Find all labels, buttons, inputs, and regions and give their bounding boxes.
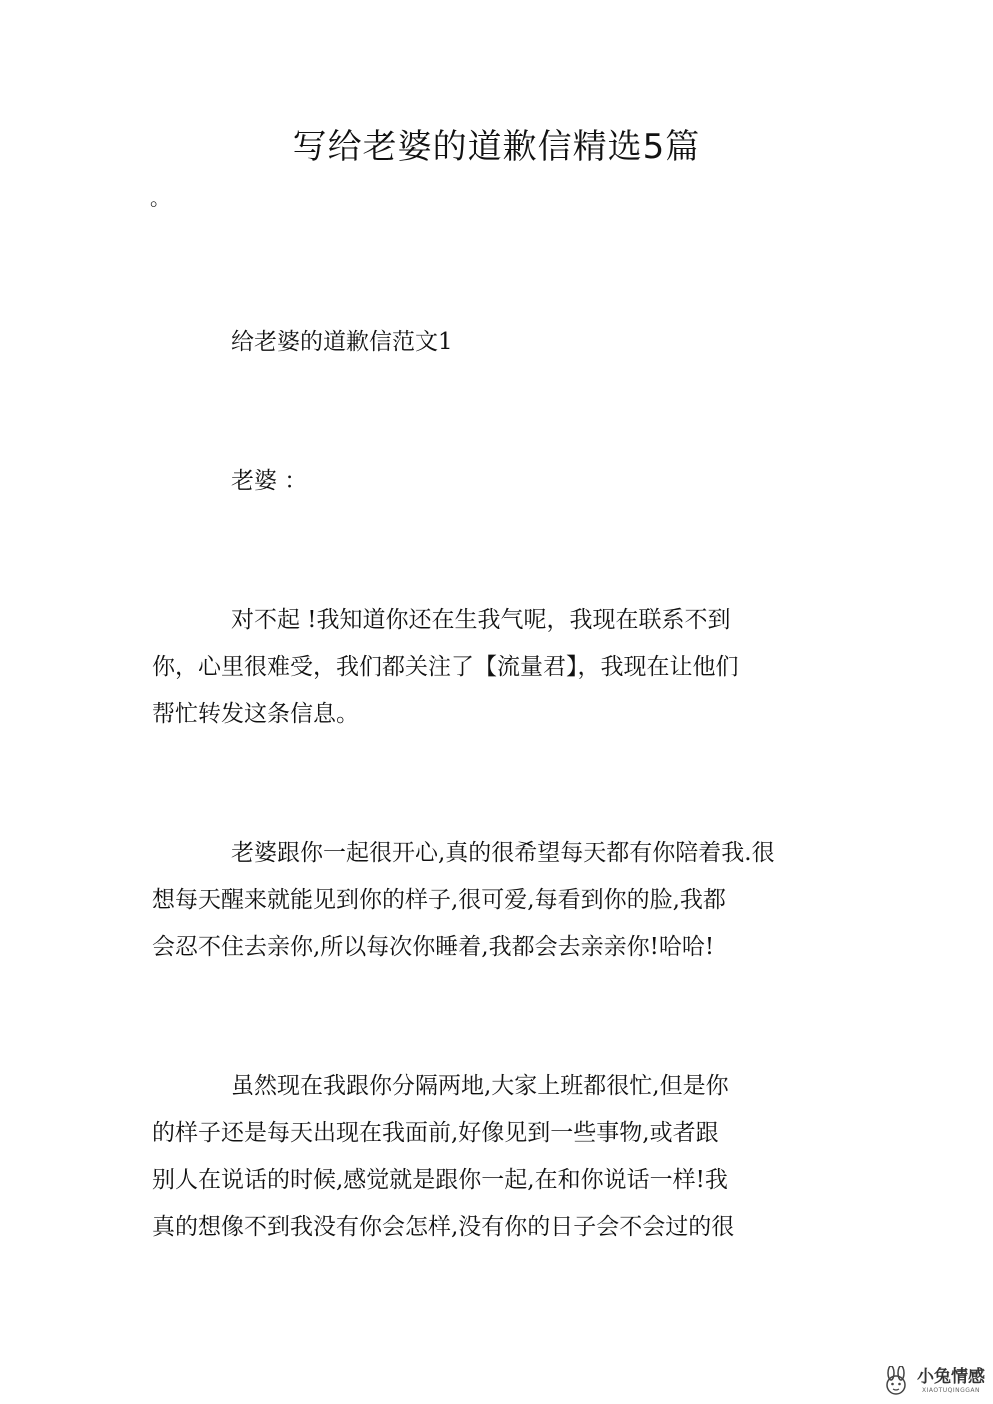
rabbit-logo-icon (881, 1366, 911, 1396)
paragraph-line: 会忍不住去亲你,所以每次你睡着,我都会去亲亲你!哈哈! (152, 934, 715, 960)
salutation: 老婆 ： (231, 468, 308, 494)
paragraph-line: 别人在说话的时候,感觉就是跟你一起,在和你说话一样!我 (152, 1167, 728, 1193)
paragraph-line: 对不起 !我知道你还在生我气呢，我现在联系不到 (231, 607, 731, 633)
watermark-subtitle: XIAOTUQINGGAN (921, 1387, 981, 1394)
paragraph-line: 老婆跟你一起很开心,真的很希望每天都有你陪着我.很 (231, 840, 775, 866)
section-heading: 给老婆的道歉信范文1 (231, 329, 453, 355)
watermark (881, 1366, 985, 1396)
paragraph-line: 想每天醒来就能见到你的样子,很可爱,每看到你的脸,我都 (152, 887, 726, 913)
document-title: 写给老婆的道歉信精选5篇 (292, 127, 701, 167)
paragraph-line: 虽然现在我跟你分隔两地,大家上班都很忙,但是你 (231, 1073, 729, 1099)
paragraph-line: 帮忙转发这条信息。 (152, 701, 359, 727)
paragraph-line: 真的想像不到我没有你会怎样,没有你的日子会不会过的很 (152, 1214, 735, 1240)
paragraph-line: 你，心里很难受，我们都关注了【流量君】，我现在让他们 (152, 654, 739, 680)
stray-period: 。 (150, 186, 170, 210)
paragraph-line: 的样子还是每天出现在我面前,好像见到一些事物,或者跟 (152, 1120, 719, 1146)
watermark-name: 小兔情感 (917, 1367, 985, 1387)
